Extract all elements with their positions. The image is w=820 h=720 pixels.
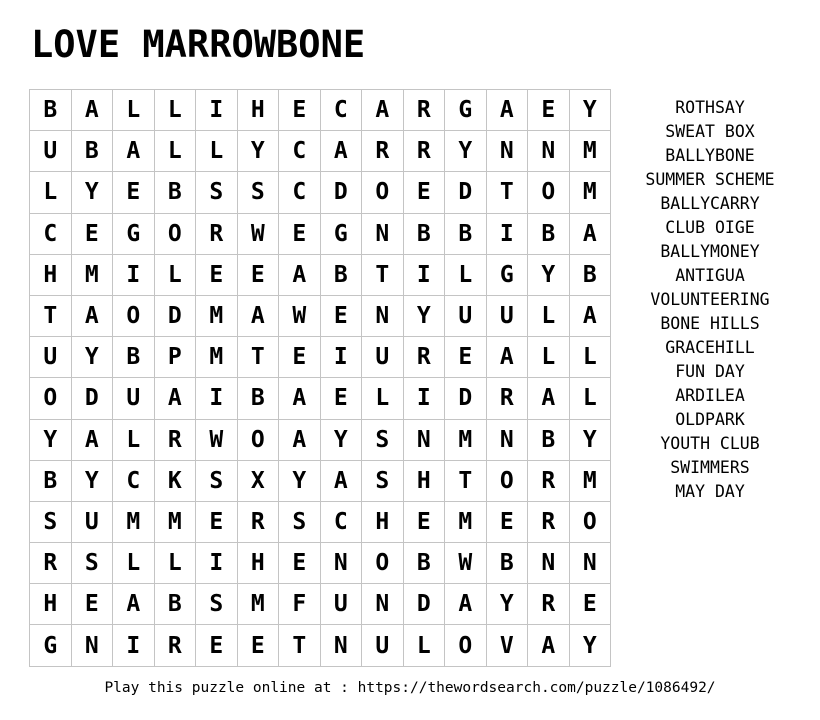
grid-cell[interactable]: H: [30, 255, 72, 296]
grid-cell[interactable]: R: [404, 90, 446, 131]
grid-cell[interactable]: L: [570, 337, 612, 378]
grid-cell[interactable]: U: [445, 296, 487, 337]
grid-cell[interactable]: N: [570, 543, 612, 584]
grid-cell[interactable]: A: [113, 584, 155, 625]
grid-cell[interactable]: B: [487, 543, 529, 584]
grid-cell[interactable]: R: [238, 502, 280, 543]
grid-cell[interactable]: M: [196, 296, 238, 337]
grid-cell[interactable]: N: [362, 214, 404, 255]
grid-cell[interactable]: I: [404, 378, 446, 419]
grid-cell[interactable]: E: [196, 502, 238, 543]
word-list-item: SWEAT BOX: [665, 122, 755, 141]
grid-cell[interactable]: N: [487, 131, 529, 172]
grid-cell[interactable]: D: [445, 172, 487, 213]
grid-cell[interactable]: C: [30, 214, 72, 255]
word-list-item: GRACEHILL: [665, 338, 755, 357]
grid-cell[interactable]: I: [196, 543, 238, 584]
grid-cell[interactable]: U: [321, 584, 363, 625]
grid-cell[interactable]: R: [528, 461, 570, 502]
grid-cell[interactable]: O: [445, 625, 487, 666]
grid-cell[interactable]: E: [321, 378, 363, 419]
grid-cell[interactable]: T: [362, 255, 404, 296]
grid-cell[interactable]: A: [279, 255, 321, 296]
grid-cell[interactable]: E: [72, 584, 114, 625]
grid-cell[interactable]: A: [487, 90, 529, 131]
grid-cell[interactable]: A: [445, 584, 487, 625]
word-list-item: ANTIGUA: [675, 266, 745, 285]
word-list-item: BONE HILLS: [660, 314, 760, 333]
grid-cell[interactable]: S: [30, 502, 72, 543]
grid-cell[interactable]: C: [279, 172, 321, 213]
grid-cell[interactable]: E: [238, 255, 280, 296]
grid-cell[interactable]: A: [72, 420, 114, 461]
grid-cell[interactable]: L: [570, 378, 612, 419]
grid-cell[interactable]: G: [445, 90, 487, 131]
grid-cell[interactable]: Y: [238, 131, 280, 172]
grid-cell[interactable]: U: [30, 131, 72, 172]
grid-cell[interactable]: O: [570, 502, 612, 543]
grid-cell[interactable]: R: [362, 131, 404, 172]
grid-cell[interactable]: A: [279, 378, 321, 419]
grid-cell[interactable]: A: [155, 378, 197, 419]
grid-cell[interactable]: N: [528, 543, 570, 584]
grid-cell[interactable]: W: [196, 420, 238, 461]
grid-cell[interactable]: H: [238, 90, 280, 131]
grid-cell[interactable]: C: [321, 90, 363, 131]
grid-cell[interactable]: T: [445, 461, 487, 502]
grid-cell[interactable]: H: [238, 543, 280, 584]
grid-cell[interactable]: U: [362, 625, 404, 666]
grid-cell[interactable]: D: [404, 584, 446, 625]
grid-cell[interactable]: L: [155, 255, 197, 296]
grid-cell[interactable]: B: [321, 255, 363, 296]
grid-cell[interactable]: Y: [30, 420, 72, 461]
grid-cell[interactable]: G: [487, 255, 529, 296]
grid-cell[interactable]: R: [528, 584, 570, 625]
grid-cell[interactable]: Y: [279, 461, 321, 502]
grid-cell[interactable]: A: [528, 378, 570, 419]
grid-cell[interactable]: P: [155, 337, 197, 378]
grid-cell[interactable]: L: [113, 90, 155, 131]
grid-cell[interactable]: R: [487, 378, 529, 419]
grid-cell[interactable]: A: [238, 296, 280, 337]
grid-cell[interactable]: E: [196, 255, 238, 296]
grid-cell[interactable]: N: [321, 543, 363, 584]
grid-cell[interactable]: Y: [487, 584, 529, 625]
grid-cell[interactable]: Y: [72, 461, 114, 502]
grid-cell[interactable]: N: [487, 420, 529, 461]
word-list-item: BALLYMONEY: [660, 242, 760, 261]
puzzle-title: LOVE MARROWBONE: [31, 23, 366, 66]
grid-cell[interactable]: R: [528, 502, 570, 543]
word-list-item: CLUB OIGE: [665, 218, 755, 237]
grid-cell[interactable]: Y: [72, 172, 114, 213]
grid-cell[interactable]: A: [113, 131, 155, 172]
grid-cell[interactable]: M: [113, 502, 155, 543]
grid-cell[interactable]: L: [196, 131, 238, 172]
grid-cell[interactable]: A: [321, 131, 363, 172]
grid-cell[interactable]: L: [445, 255, 487, 296]
word-list-item: ARDILEA: [675, 386, 745, 405]
grid-cell[interactable]: G: [321, 214, 363, 255]
word-list-item: OLDPARK: [675, 410, 745, 429]
grid-cell[interactable]: H: [30, 584, 72, 625]
grid-cell[interactable]: Y: [570, 625, 612, 666]
grid-cell[interactable]: T: [279, 625, 321, 666]
grid-cell[interactable]: O: [113, 296, 155, 337]
grid-cell[interactable]: B: [30, 461, 72, 502]
grid-cell[interactable]: N: [72, 625, 114, 666]
word-list-item: SWIMMERS: [670, 458, 750, 477]
word-list-item: SUMMER SCHEME: [645, 170, 775, 189]
grid-cell[interactable]: M: [196, 337, 238, 378]
grid-cell[interactable]: L: [113, 543, 155, 584]
grid-cell[interactable]: B: [528, 420, 570, 461]
grid-cell[interactable]: E: [321, 296, 363, 337]
grid-cell[interactable]: L: [362, 378, 404, 419]
grid-cell[interactable]: S: [196, 461, 238, 502]
word-list-item: MAY DAY: [675, 482, 745, 501]
grid-cell[interactable]: Y: [445, 131, 487, 172]
grid-cell[interactable]: I: [487, 214, 529, 255]
grid-cell[interactable]: A: [570, 214, 612, 255]
grid-cell[interactable]: O: [487, 461, 529, 502]
grid-cell[interactable]: B: [155, 584, 197, 625]
grid-cell[interactable]: L: [404, 625, 446, 666]
grid-cell[interactable]: E: [238, 625, 280, 666]
grid-cell[interactable]: S: [279, 502, 321, 543]
grid-cell[interactable]: O: [238, 420, 280, 461]
grid-cell[interactable]: N: [528, 131, 570, 172]
grid-cell[interactable]: O: [155, 214, 197, 255]
grid-cell[interactable]: Y: [72, 337, 114, 378]
grid-cell[interactable]: E: [279, 214, 321, 255]
grid-cell[interactable]: T: [487, 172, 529, 213]
grid-cell[interactable]: M: [445, 502, 487, 543]
grid-cell[interactable]: E: [404, 502, 446, 543]
grid-cell[interactable]: D: [72, 378, 114, 419]
grid-cell[interactable]: N: [321, 625, 363, 666]
grid-cell[interactable]: I: [196, 378, 238, 419]
grid-cell[interactable]: G: [113, 214, 155, 255]
grid-cell[interactable]: B: [238, 378, 280, 419]
grid-cell[interactable]: B: [445, 214, 487, 255]
grid-cell[interactable]: C: [321, 502, 363, 543]
grid-cell[interactable]: E: [570, 584, 612, 625]
grid-cell[interactable]: U: [362, 337, 404, 378]
grid-cell[interactable]: E: [445, 337, 487, 378]
grid-cell[interactable]: I: [113, 255, 155, 296]
word-list-item: ROTHSAY: [675, 98, 745, 117]
grid-cell[interactable]: D: [445, 378, 487, 419]
grid-cell[interactable]: A: [72, 90, 114, 131]
grid-cell[interactable]: A: [362, 90, 404, 131]
grid-cell[interactable]: B: [30, 90, 72, 131]
grid-cell[interactable]: I: [113, 625, 155, 666]
grid-cell[interactable]: O: [528, 172, 570, 213]
grid-cell[interactable]: A: [279, 420, 321, 461]
grid-cell[interactable]: L: [155, 131, 197, 172]
grid-cell[interactable]: E: [487, 502, 529, 543]
grid-cell[interactable]: T: [30, 296, 72, 337]
grid-cell[interactable]: M: [238, 584, 280, 625]
grid-cell[interactable]: Y: [570, 420, 612, 461]
grid-cell[interactable]: E: [113, 172, 155, 213]
grid-cell[interactable]: L: [113, 420, 155, 461]
grid-cell[interactable]: T: [238, 337, 280, 378]
grid-cell[interactable]: Y: [570, 90, 612, 131]
grid-cell[interactable]: K: [155, 461, 197, 502]
grid-cell[interactable]: B: [528, 214, 570, 255]
grid-cell[interactable]: L: [30, 172, 72, 213]
grid-cell[interactable]: B: [404, 543, 446, 584]
grid-cell[interactable]: S: [196, 584, 238, 625]
grid-cell[interactable]: M: [570, 172, 612, 213]
grid-cell[interactable]: S: [196, 172, 238, 213]
grid-cell[interactable]: I: [196, 90, 238, 131]
word-list-item: YOUTH CLUB: [660, 434, 760, 453]
grid-cell[interactable]: W: [279, 296, 321, 337]
grid-cell[interactable]: E: [279, 90, 321, 131]
grid-cell[interactable]: U: [487, 296, 529, 337]
grid-cell[interactable]: R: [404, 131, 446, 172]
grid-cell[interactable]: Y: [404, 296, 446, 337]
grid-cell[interactable]: E: [404, 172, 446, 213]
word-list-item: BALLYCARRY: [660, 194, 760, 213]
grid-cell[interactable]: E: [279, 543, 321, 584]
word-list-item: BALLYBONE: [665, 146, 755, 165]
grid-cell[interactable]: N: [362, 584, 404, 625]
grid-cell[interactable]: I: [321, 337, 363, 378]
grid-cell[interactable]: A: [72, 296, 114, 337]
grid-cell[interactable]: D: [155, 296, 197, 337]
grid-cell[interactable]: U: [72, 502, 114, 543]
grid-cell[interactable]: Y: [321, 420, 363, 461]
grid-cell[interactable]: O: [362, 543, 404, 584]
grid-cell[interactable]: W: [445, 543, 487, 584]
grid-cell[interactable]: Y: [528, 255, 570, 296]
grid-cell[interactable]: H: [404, 461, 446, 502]
grid-cell[interactable]: L: [155, 90, 197, 131]
word-list-item: FUN DAY: [675, 362, 745, 381]
letter-grid: [29, 89, 611, 667]
grid-cell[interactable]: N: [362, 296, 404, 337]
grid-cell[interactable]: C: [279, 131, 321, 172]
grid-cell[interactable]: B: [404, 214, 446, 255]
grid-cell[interactable]: N: [404, 420, 446, 461]
grid-cell[interactable]: R: [30, 543, 72, 584]
grid-cell[interactable]: B: [155, 172, 197, 213]
grid-cell[interactable]: L: [528, 296, 570, 337]
grid-cell[interactable]: U: [30, 337, 72, 378]
grid-cell[interactable]: H: [362, 502, 404, 543]
grid-cell[interactable]: S: [238, 172, 280, 213]
grid-cell[interactable]: A: [487, 337, 529, 378]
grid-cell[interactable]: A: [528, 625, 570, 666]
grid-cell[interactable]: I: [404, 255, 446, 296]
grid-cell[interactable]: E: [528, 90, 570, 131]
grid-cell[interactable]: R: [196, 214, 238, 255]
grid-cell[interactable]: M: [570, 131, 612, 172]
grid-cell[interactable]: W: [238, 214, 280, 255]
grid-cell[interactable]: B: [570, 255, 612, 296]
grid-cell[interactable]: S: [72, 543, 114, 584]
grid-cell[interactable]: G: [30, 625, 72, 666]
grid-cell[interactable]: D: [321, 172, 363, 213]
grid-cell[interactable]: U: [113, 378, 155, 419]
grid-cell[interactable]: E: [72, 214, 114, 255]
grid-cell[interactable]: O: [30, 378, 72, 419]
grid-cell[interactable]: S: [362, 461, 404, 502]
grid-cell[interactable]: L: [528, 337, 570, 378]
grid-cell[interactable]: C: [113, 461, 155, 502]
grid-cell[interactable]: R: [155, 625, 197, 666]
grid-cell[interactable]: R: [404, 337, 446, 378]
grid-cell[interactable]: M: [72, 255, 114, 296]
footer-text: Play this puzzle online at : https://thewordsearch.com/puzzle/1086492/: [104, 680, 716, 696]
grid-cell[interactable]: A: [321, 461, 363, 502]
grid-cell[interactable]: M: [570, 461, 612, 502]
grid-cell[interactable]: S: [362, 420, 404, 461]
grid-cell[interactable]: B: [113, 337, 155, 378]
grid-cell[interactable]: E: [279, 337, 321, 378]
grid-cell[interactable]: R: [155, 420, 197, 461]
grid-cell[interactable]: V: [487, 625, 529, 666]
grid-cell[interactable]: M: [445, 420, 487, 461]
grid-cell[interactable]: M: [155, 502, 197, 543]
grid-cell[interactable]: E: [196, 625, 238, 666]
grid-cell[interactable]: A: [570, 296, 612, 337]
word-list-item: VOLUNTEERING: [650, 290, 770, 309]
word-list: [630, 96, 790, 504]
grid-cell[interactable]: L: [155, 543, 197, 584]
grid-cell[interactable]: O: [362, 172, 404, 213]
grid-cell[interactable]: X: [238, 461, 280, 502]
grid-cell[interactable]: B: [72, 131, 114, 172]
grid-cell[interactable]: F: [279, 584, 321, 625]
